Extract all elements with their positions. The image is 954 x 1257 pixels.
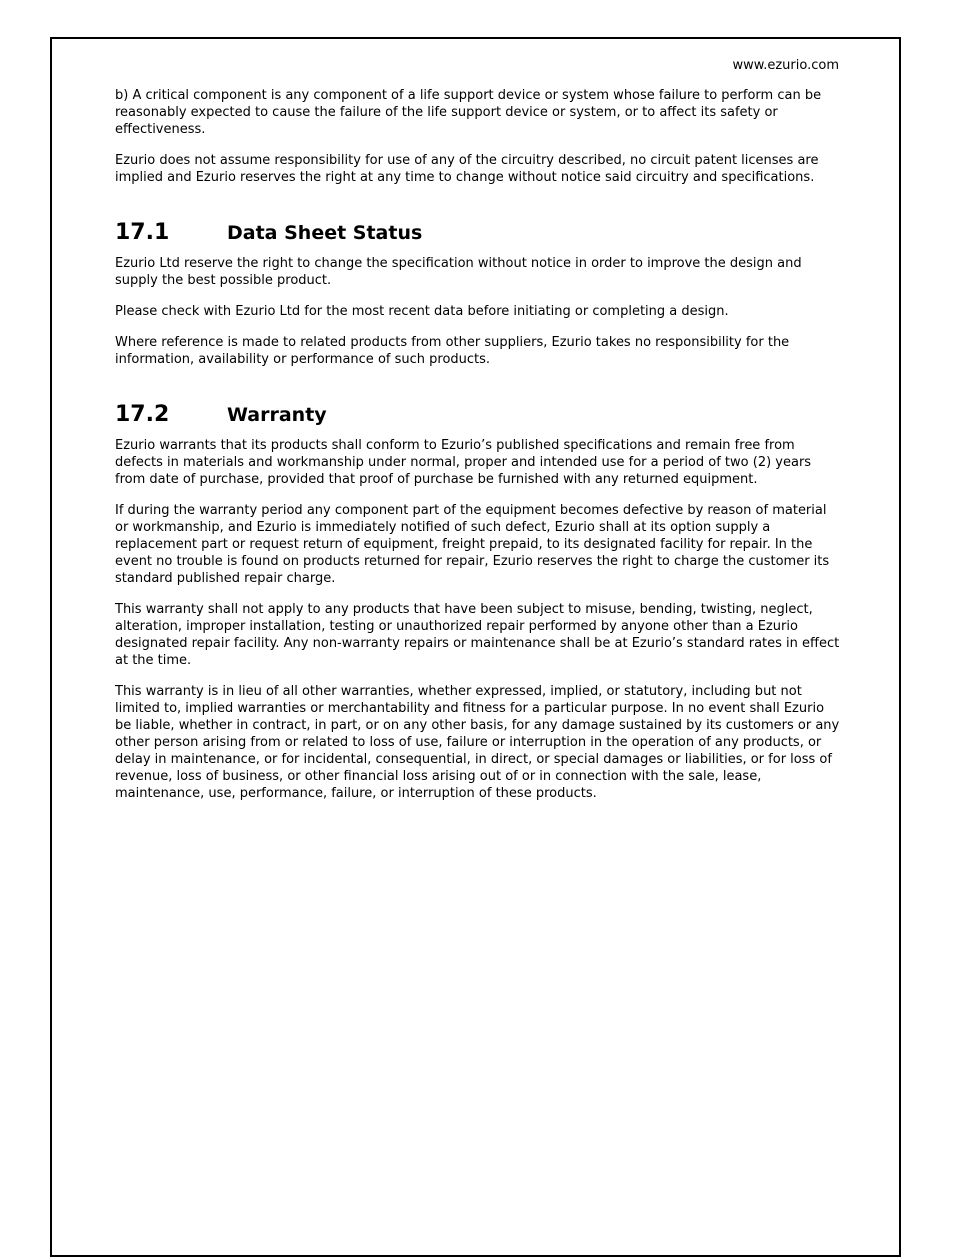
section-heading — [115, 220, 843, 245]
section-paragraph: This warranty shall not apply to any products that have been subject to misuse, bending, twisting, neglect, alteration, improper installation, testing or unauthorized repair performed by anyone other than a Ezurio designated repair facility. Any non-warranty repairs or maintenance shall be at Ezurio’s standard rates in effect at the time. — [115, 602, 840, 668]
section-paragraph: If during the warranty period any component part of the equipment becomes defective by reason of material or workmanship, and Ezurio is immediately notified of such defect, Ezurio shall at its option supply a replacement part or request return of equipment, freight prepaid, to its designated facility for repair. In the event no trouble is found on products returned for repair, Ezurio reserves the right to charge the customer its standard published repair charge. — [115, 503, 830, 586]
header-url: www.ezurio.com — [732, 58, 839, 73]
section-heading — [115, 402, 843, 427]
intro-paragraph: Ezurio does not assume responsibility for use of any of the circuitry described, no circuit patent licenses are implied and Ezurio reserves the right at any time to change without notice said circuitry and specifications. — [115, 153, 819, 185]
section-paragraph: This warranty is in lieu of all other warranties, whether expressed, implied, or statutory, including but not limited to, implied warranties or merchantability and fitness for a particular purpose. In no event shall Ezurio be liable, whether in contract, in part, or on any other basis, for any damage sustained by its customers or any other person arising from or related to loss of use, failure or interruption in the operation of any products, or delay in maintenance, or for incidental, consequential, in direct, or special damages or liabilities, or for loss of revenue, loss of business, or other financial loss arising out of or in connection with the sale, lease, maintenance, use, performance, failure, or interruption of these products. — [115, 684, 840, 801]
intro-paragraph: b) A critical component is any component of a life support device or system whose failure to perform can be reasonably expected to cause the failure of the life support device or system, or to affect its safety or effectiveness. — [115, 88, 822, 137]
document-body — [115, 87, 843, 816]
section-title: Warranty — [227, 404, 327, 426]
section-title: Data Sheet Status — [227, 222, 423, 244]
section-number: 17.2 — [115, 402, 170, 427]
section-paragraph: Please check with Ezurio Ltd for the most recent data before initiating or completing a design. — [115, 304, 729, 319]
section-number: 17.1 — [115, 220, 170, 245]
section-paragraph: Ezurio warrants that its products shall conform to Ezurio’s published specifications and remain free from defects in materials and workmanship under normal, proper and intended use for a period of two (2) years from date of purchase, provided that proof of purchase be furnished with any returned equipment. — [115, 438, 812, 487]
section-paragraph: Ezurio Ltd reserve the right to change the specification without notice in order to improve the design and supply the best possible product. — [115, 256, 802, 288]
section-paragraph: Where reference is made to related products from other suppliers, Ezurio takes no responsibility for the information, availability or performance of such products. — [115, 335, 790, 367]
